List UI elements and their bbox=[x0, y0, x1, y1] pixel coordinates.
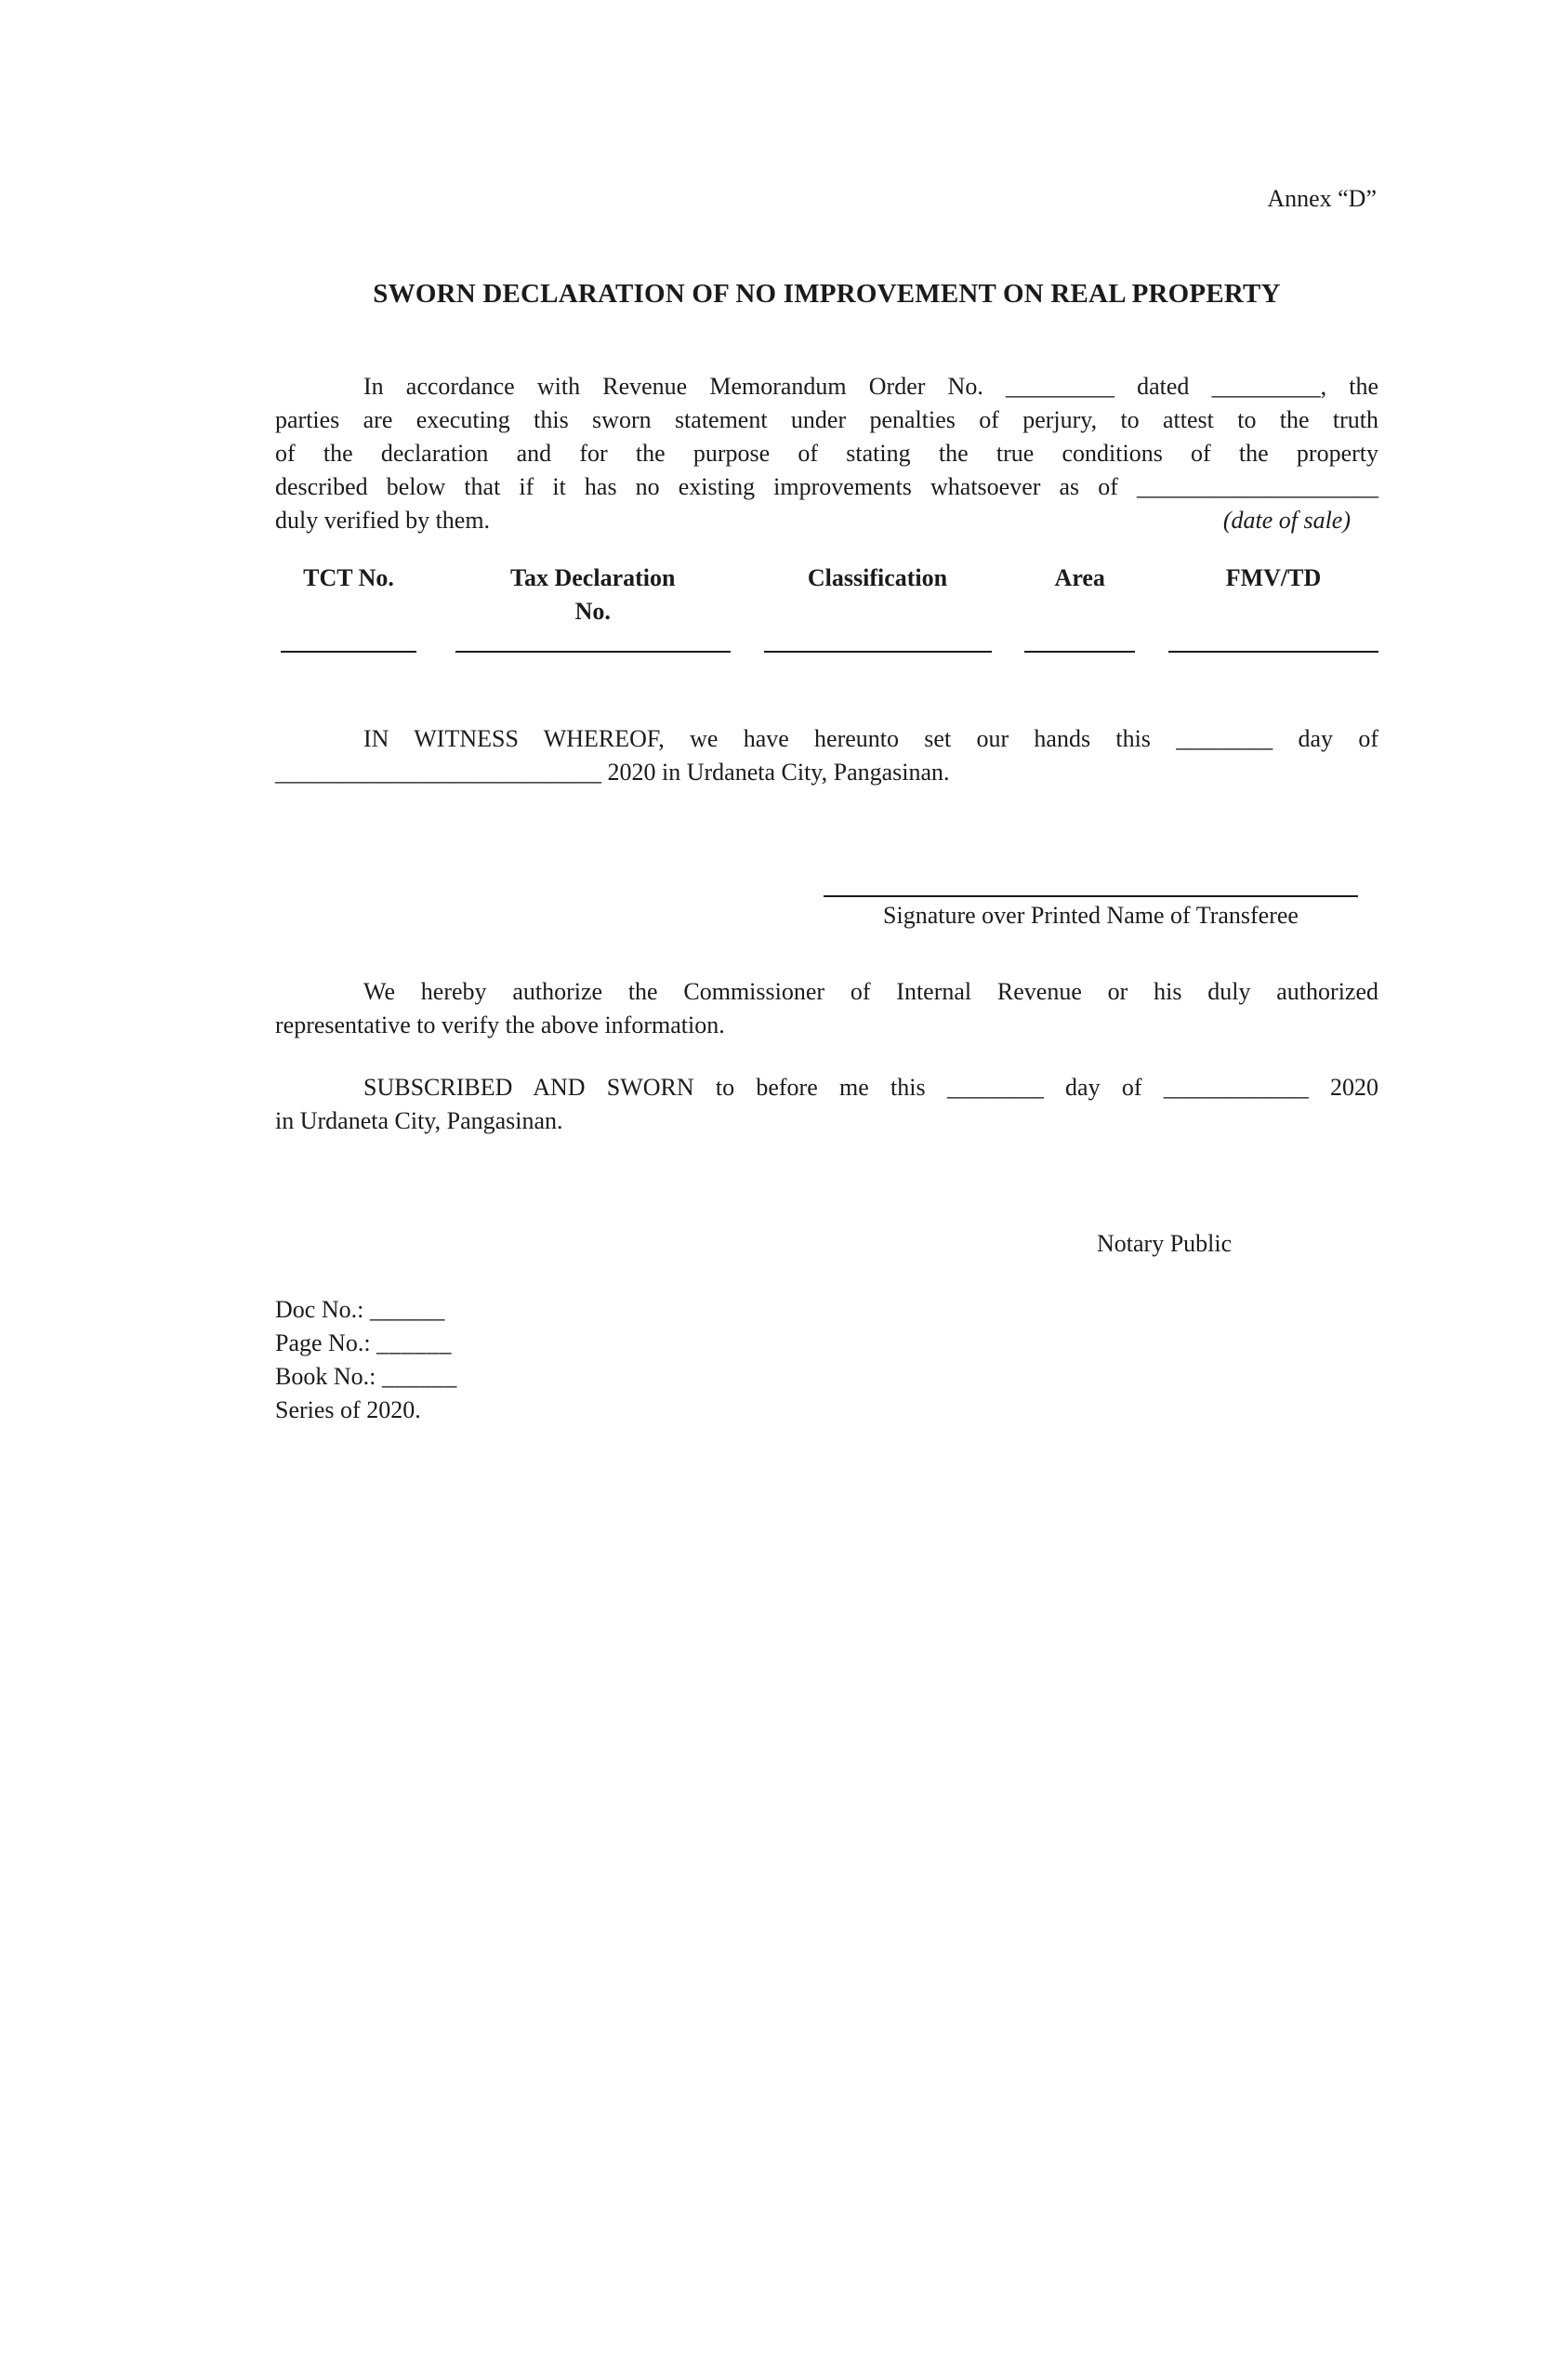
authorization-line-1: We hereby authorize the Commissioner of Internal Revenue or his duly authorized bbox=[363, 978, 1378, 1005]
authorization-line-2: representative to verify the above information. bbox=[275, 1012, 725, 1038]
authorization-paragraph bbox=[275, 975, 1378, 1042]
intro-paragraph bbox=[275, 370, 1378, 537]
book-no-line bbox=[275, 1360, 1378, 1394]
date-of-sale-note: (date of sale) bbox=[1222, 507, 1351, 534]
witness-line-1: IN WITNESS WHEREOF, we have hereunto set our hands this ________ day of bbox=[363, 725, 1378, 752]
signature-block bbox=[824, 895, 1358, 932]
header-area: Area bbox=[1054, 564, 1105, 591]
doc-no-label: Doc No.: bbox=[275, 1296, 364, 1323]
series-line: Series of 2020. bbox=[275, 1396, 421, 1423]
annex-label: Annex “D” bbox=[1267, 185, 1377, 212]
page-no-line bbox=[275, 1327, 1378, 1360]
notary-details-block bbox=[275, 1293, 1378, 1427]
page-no-label: Page No.: bbox=[275, 1329, 371, 1356]
doc-no-line bbox=[275, 1293, 1378, 1327]
intro-line-3: of the declaration and for the purpose of stating the true conditions of the property bbox=[275, 440, 1378, 467]
property-table bbox=[275, 562, 1378, 653]
header-tax-declaration-no: Tax Declaration No. bbox=[510, 564, 676, 625]
property-table-blank-row bbox=[275, 628, 1378, 653]
blank-tct-no bbox=[275, 628, 422, 653]
jurat-line-2: in Urdaneta City, Pangasinan. bbox=[275, 1107, 563, 1134]
book-no-blank: ______ bbox=[381, 1363, 457, 1390]
doc-no-blank: ______ bbox=[369, 1296, 445, 1323]
property-table-header-row bbox=[275, 562, 1378, 628]
signature-caption: Signature over Printed Name of Transferee bbox=[883, 902, 1299, 929]
blank-tax-declaration-no bbox=[455, 628, 731, 653]
page-no-blank: ______ bbox=[376, 1329, 453, 1356]
header-tct-no: TCT No. bbox=[303, 564, 394, 591]
header-fmv-td: FMV/TD bbox=[1225, 564, 1322, 591]
witness-line-2: ___________________________ 2020 in Urdaneta City, Pangasinan. bbox=[275, 759, 950, 786]
jurat-paragraph bbox=[275, 1071, 1378, 1138]
blank-fmv-td bbox=[1168, 628, 1378, 653]
intro-line-4: described below that if it has no existing improvements whatsoever as of ____________________ bbox=[275, 473, 1378, 500]
jurat-line-1: SUBSCRIBED AND SWORN to before me this ________ day of ____________ 2020 bbox=[363, 1074, 1378, 1101]
document-title: SWORN DECLARATION OF NO IMPROVEMENT ON REAL PROPERTY bbox=[373, 279, 1281, 309]
notary-public-label: Notary Public bbox=[1097, 1230, 1233, 1257]
document-content bbox=[275, 0, 1378, 1427]
book-no-label: Book No.: bbox=[275, 1363, 376, 1390]
intro-line-2: parties are executing this sworn statement under penalties of perjury, to attest to the truth bbox=[275, 406, 1378, 433]
blank-area bbox=[1024, 628, 1135, 653]
duly-verified-text: duly verified by them. bbox=[275, 507, 491, 534]
intro-line-5 bbox=[275, 504, 1378, 537]
blank-classification bbox=[764, 628, 992, 653]
header-classification: Classification bbox=[807, 564, 948, 591]
intro-line-1: In accordance with Revenue Memorandum Order No. _________ dated _________, the bbox=[363, 373, 1378, 400]
witness-paragraph bbox=[275, 722, 1378, 789]
